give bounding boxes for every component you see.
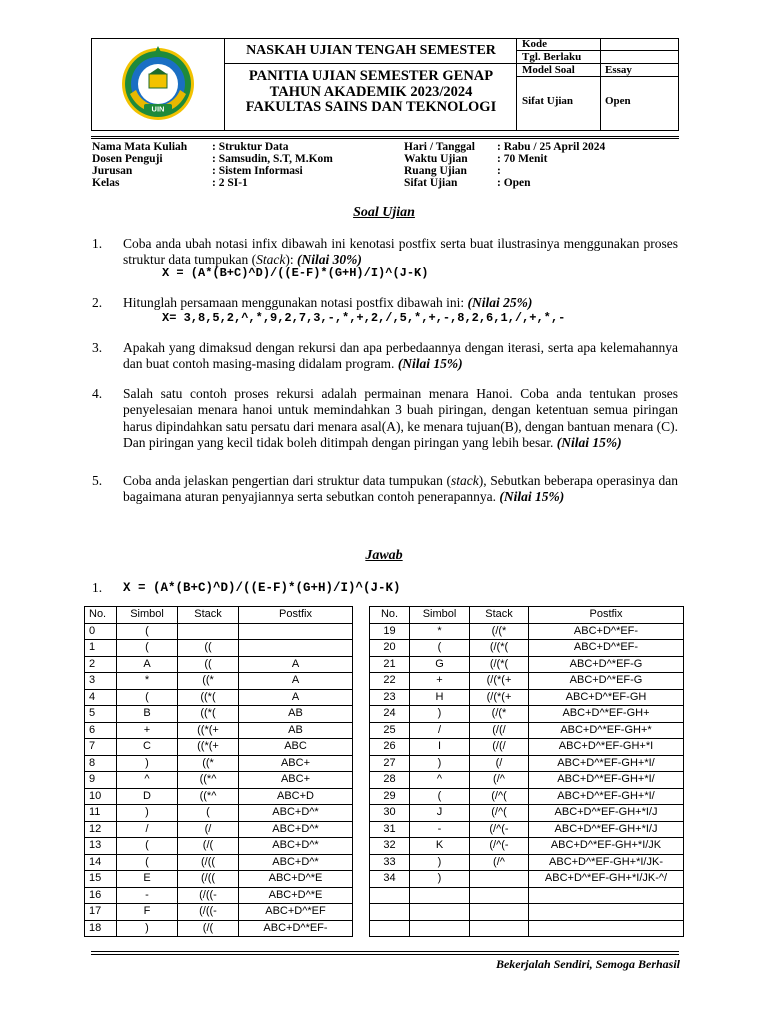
- postfix-cell: A: [239, 689, 353, 706]
- table-row: [370, 904, 684, 921]
- postfix-cell: ABC+D: [239, 788, 353, 805]
- step-number: 9: [85, 772, 117, 789]
- postfix-cell: ABC+D^*E: [239, 887, 353, 904]
- table-row: [370, 706, 684, 723]
- symbol-cell: A: [117, 656, 178, 673]
- postfix-cell: ABC+D^*EF-GH+*: [529, 722, 684, 739]
- step-number: 14: [85, 854, 117, 871]
- kv-label: Model Soal: [522, 64, 575, 76]
- symbol-cell: [410, 904, 470, 921]
- step-number: 27: [370, 755, 410, 772]
- postfix-cell: ABC+D^*EF-GH+*I/JK-^/: [529, 871, 684, 888]
- symbol-cell: /: [117, 821, 178, 838]
- symbol-cell: ): [117, 755, 178, 772]
- lecturer-name: : Samsudin, S.T, M.Kom: [212, 153, 333, 165]
- symbol-cell: ^: [117, 772, 178, 789]
- postfix-cell: ABC+D^*EF-GH+*I/: [529, 755, 684, 772]
- question-text: Apakah yang dimaksud dengan rekursi dan apa perbedaannya dengan iterasi, serta apa kelemahannya dan buat contoh masing-masing didalam program.: [123, 340, 678, 372]
- step-number: 6: [85, 722, 117, 739]
- postfix-cell: [239, 640, 353, 657]
- postfix-cell: ABC+D^*EF-GH+*I/J: [529, 805, 684, 822]
- table-row: [85, 722, 353, 739]
- postfix-cell: ABC+D^*EF-GH: [529, 689, 684, 706]
- step-number: 15: [85, 871, 117, 888]
- postfix-cell: ABC+: [239, 755, 353, 772]
- postfix-cell: ABC+: [239, 772, 353, 789]
- stack-cell: (/((: [178, 854, 239, 871]
- university-logo: [91, 38, 225, 131]
- table-row: [85, 788, 353, 805]
- postfix-cell: ABC: [239, 739, 353, 756]
- question-text: Hitunglah persamaan menggunakan notasi postfix dibawah ini:: [123, 295, 468, 310]
- postfix-cell: ABC+D^*EF-G: [529, 656, 684, 673]
- symbol-cell: ^: [410, 772, 470, 789]
- symbol-cell: B: [117, 706, 178, 723]
- question-score: (Nilai 30%): [296, 252, 362, 268]
- stack-cell: (/(*(+: [470, 689, 529, 706]
- table-header-row: [370, 607, 684, 624]
- table-row: [370, 871, 684, 888]
- table-row: [85, 739, 353, 756]
- symbol-cell: ): [410, 706, 470, 723]
- info-left-values: [212, 141, 333, 189]
- table-row: [85, 673, 353, 690]
- question-emphasis: Stack: [256, 252, 286, 268]
- table-row: [85, 871, 353, 888]
- exam-room: :: [497, 165, 501, 177]
- step-number: 20: [370, 640, 410, 657]
- step-number: 32: [370, 838, 410, 855]
- stack-cell: [470, 887, 529, 904]
- table-row: [85, 821, 353, 838]
- postfix-cell: ABC+D^*EF-GH+*I/JK: [529, 838, 684, 855]
- step-number: 33: [370, 854, 410, 871]
- conversion-table-right: [369, 606, 684, 937]
- stack-cell: (/: [178, 821, 239, 838]
- class: : 2 SI-1: [212, 177, 248, 189]
- table-row: [85, 772, 353, 789]
- step-number: 25: [370, 722, 410, 739]
- step-number: 16: [85, 887, 117, 904]
- postfix-cell: ABC+D^*EF: [239, 904, 353, 921]
- postfix-cell: ABC+D^*EF-: [529, 623, 684, 640]
- kv-value: Essay: [605, 64, 632, 76]
- table-row: [370, 673, 684, 690]
- stack-cell: ((*(: [178, 689, 239, 706]
- info-label: Ruang Ujian: [404, 165, 467, 177]
- stack-cell: (/^(: [470, 788, 529, 805]
- table-row: [370, 656, 684, 673]
- stack-cell: ((*: [178, 673, 239, 690]
- question-1-formula: X = (A*(B+C)^D)/((E-F)*(G+H)/I)^(J-K): [162, 266, 429, 280]
- stack-cell: (/(: [178, 838, 239, 855]
- question-text: ):: [285, 252, 297, 268]
- postfix-cell: [239, 623, 353, 640]
- divider-line: [91, 136, 679, 137]
- question-2-formula: X= 3,8,5,2,^,*,9,2,7,3,-,*,+,2,/,5,*,+,-,8,2,6,1,/,+,*,-: [162, 311, 566, 325]
- footer-line: [91, 951, 679, 952]
- step-number: 31: [370, 821, 410, 838]
- committee-line-1: PANITIA UJIAN SEMESTER GENAP: [248, 68, 494, 84]
- stack-cell: (/((: [178, 871, 239, 888]
- postfix-cell: AB: [239, 706, 353, 723]
- question-text: Coba anda jelaskan pengertian dari struktur data tumpukan (: [123, 473, 452, 488]
- symbol-cell: [410, 887, 470, 904]
- info-label: Hari / Tanggal: [404, 141, 475, 153]
- exam-date: : Rabu / 25 April 2024: [497, 141, 606, 153]
- question-emphasis: stack: [451, 473, 479, 488]
- stack-cell: (/^(-: [470, 821, 529, 838]
- postfix-cell: ABC+D^*EF-: [529, 640, 684, 657]
- step-number: 4: [85, 689, 117, 706]
- postfix-cell: [529, 904, 684, 921]
- column-header: No.: [370, 607, 410, 624]
- logo-cell: [91, 38, 225, 131]
- step-number: 11: [85, 805, 117, 822]
- symbol-cell: ): [117, 920, 178, 937]
- exam-title: NASKAH UJIAN TENGAH SEMESTER: [225, 38, 517, 64]
- info-right-labels: [404, 141, 475, 189]
- postfix-cell: A: [239, 673, 353, 690]
- committee-title: [225, 69, 517, 116]
- step-number: 23: [370, 689, 410, 706]
- stack-cell: ((*^: [178, 788, 239, 805]
- symbol-cell: D: [117, 788, 178, 805]
- postfix-cell: ABC+D^*E: [239, 871, 353, 888]
- stack-cell: (/(/: [470, 722, 529, 739]
- question-score: (Nilai 15%): [556, 434, 622, 450]
- table-row: [85, 805, 353, 822]
- kv-row-model-soal: [517, 64, 679, 77]
- question-text: Coba anda ubah notasi infix dibawah ini kenotasi postfix serta buat ilustrasinya menggunakan proses struktur data tumpukan (: [123, 236, 678, 268]
- step-number: 34: [370, 871, 410, 888]
- committee-line-3: FAKULTAS SAINS DAN TEKNOLOGI: [245, 99, 497, 115]
- postfix-cell: ABC+D^*EF-: [239, 920, 353, 937]
- step-number: 18: [85, 920, 117, 937]
- table-row: [85, 689, 353, 706]
- question-number: 2.: [92, 295, 103, 310]
- stack-cell: (/(: [178, 920, 239, 937]
- stack-cell: (: [178, 805, 239, 822]
- department: : Sistem Informasi: [212, 165, 303, 177]
- table-row: [370, 755, 684, 772]
- postfix-cell: ABC+D^*: [239, 821, 353, 838]
- column-header: Stack: [178, 607, 239, 624]
- question-1: [123, 236, 678, 269]
- postfix-cell: ABC+D^*EF-GH+*I: [529, 739, 684, 756]
- symbol-cell: (: [410, 788, 470, 805]
- table-row: [85, 656, 353, 673]
- stack-cell: ((*(: [178, 706, 239, 723]
- symbol-cell: C: [117, 739, 178, 756]
- table-row: [85, 706, 353, 723]
- stack-cell: (/^(: [470, 805, 529, 822]
- stack-cell: (/((-: [178, 904, 239, 921]
- column-header: Postfix: [239, 607, 353, 624]
- course-name: : Struktur Data: [212, 141, 289, 153]
- postfix-cell: [529, 920, 684, 937]
- table-row: [370, 854, 684, 871]
- stack-cell: ((*: [178, 755, 239, 772]
- postfix-cell: ABC+D^*: [239, 805, 353, 822]
- step-number: 21: [370, 656, 410, 673]
- column-header: Simbol: [117, 607, 178, 624]
- step-number: 22: [370, 673, 410, 690]
- question-text: Salah satu contoh proses rekursi adalah permainan menara Hanoi. Coba anda tentukan proses penyelesaian menara hanoi untuk memindahkan 3 buah piringan, dengan ketentuan semua piringan harus dipindahkan satu persatu dari menara asal(A), ke menara tujuan(B), dengan bantuan menara (C). Dan piringan yang kecil tidak boleh ditimpah dengan piringan yang lebih besar.: [123, 386, 678, 450]
- step-number: 0: [85, 623, 117, 640]
- stack-cell: (/(*: [470, 623, 529, 640]
- step-number: [370, 904, 410, 921]
- postfix-cell: ABC+D^*: [239, 838, 353, 855]
- question-4: [123, 386, 678, 451]
- stack-cell: ((*^: [178, 772, 239, 789]
- column-header: Stack: [470, 607, 529, 624]
- stack-cell: ((*(+: [178, 739, 239, 756]
- symbol-cell: G: [410, 656, 470, 673]
- table-row: [370, 739, 684, 756]
- divider-line: [91, 138, 679, 139]
- table-row: [85, 854, 353, 871]
- step-number: 24: [370, 706, 410, 723]
- info-label: Kelas: [92, 177, 120, 189]
- symbol-cell: (: [117, 854, 178, 871]
- table-row: [370, 640, 684, 657]
- info-label: Sifat Ujian: [404, 177, 458, 189]
- kv-row-kode: [517, 38, 679, 51]
- answer-1-formula: X = (A*(B+C)^D)/((E-F)*(G+H)/I)^(J-K): [123, 581, 401, 595]
- table-row: [370, 887, 684, 904]
- stack-cell: ((: [178, 656, 239, 673]
- step-number: 10: [85, 788, 117, 805]
- step-number: 8: [85, 755, 117, 772]
- symbol-cell: F: [117, 904, 178, 921]
- step-number: 17: [85, 904, 117, 921]
- step-number: 26: [370, 739, 410, 756]
- stack-cell: (/((-: [178, 887, 239, 904]
- symbol-cell: ): [117, 805, 178, 822]
- step-number: 7: [85, 739, 117, 756]
- stack-cell: (/(*(: [470, 656, 529, 673]
- stack-cell: (/(/: [470, 739, 529, 756]
- symbol-cell: (: [117, 838, 178, 855]
- symbol-cell: ): [410, 871, 470, 888]
- symbol-cell: +: [410, 673, 470, 690]
- symbol-cell: -: [410, 821, 470, 838]
- step-number: 2: [85, 656, 117, 673]
- symbol-cell: +: [117, 722, 178, 739]
- table-row: [370, 623, 684, 640]
- symbol-cell: (: [117, 640, 178, 657]
- symbol-cell: ): [410, 755, 470, 772]
- table-row: [85, 887, 353, 904]
- postfix-cell: ABC+D^*EF-GH+*I/: [529, 788, 684, 805]
- stack-cell: [470, 871, 529, 888]
- step-number: 19: [370, 623, 410, 640]
- kv-label: Tgl. Berlaku: [522, 51, 582, 63]
- stack-cell: (/(*(: [470, 640, 529, 657]
- step-number: 5: [85, 706, 117, 723]
- question-score: (Nilai 25%): [467, 295, 533, 310]
- table-row: [370, 821, 684, 838]
- symbol-cell: (: [117, 623, 178, 640]
- symbol-cell: -: [117, 887, 178, 904]
- table-header-row: [85, 607, 353, 624]
- question-number: 4.: [92, 386, 103, 401]
- table-row: [85, 623, 353, 640]
- column-header: Simbol: [410, 607, 470, 624]
- table-row: [370, 788, 684, 805]
- question-text: ), Sebutkan beberapa operasinya dan bagaimana aturan penyajiannya serta sebutkan contoh penerapannya.: [123, 473, 678, 505]
- info-label: Dosen Penguji: [92, 153, 163, 165]
- symbol-cell: *: [117, 673, 178, 690]
- table-row: [370, 838, 684, 855]
- question-3: [123, 340, 678, 373]
- question-5: [123, 473, 678, 506]
- stack-cell: ((*(+: [178, 722, 239, 739]
- symbol-cell: *: [410, 623, 470, 640]
- step-number: [370, 887, 410, 904]
- kv-value: Open: [605, 95, 631, 107]
- postfix-cell: ABC+D^*EF-GH+*I/: [529, 772, 684, 789]
- stack-cell: (/^: [470, 854, 529, 871]
- step-number: 12: [85, 821, 117, 838]
- info-label: Waktu Ujian: [404, 153, 468, 165]
- kv-label: Kode: [522, 38, 548, 50]
- step-number: 3: [85, 673, 117, 690]
- stack-cell: (/(*: [470, 706, 529, 723]
- kv-row-tgl-berlaku: [517, 51, 679, 64]
- postfix-cell: [529, 887, 684, 904]
- exam-duration: : 70 Menit: [497, 153, 548, 165]
- section-title-jawab: Jawab: [365, 548, 403, 563]
- stack-cell: [178, 623, 239, 640]
- postfix-cell: A: [239, 656, 353, 673]
- postfix-cell: ABC+D^*EF-GH+*I/JK-: [529, 854, 684, 871]
- question-score: (Nilai 15%): [499, 489, 565, 505]
- symbol-cell: I: [410, 739, 470, 756]
- column-header: No.: [85, 607, 117, 624]
- postfix-cell: AB: [239, 722, 353, 739]
- stack-cell: ((: [178, 640, 239, 657]
- step-number: [370, 920, 410, 937]
- step-number: 30: [370, 805, 410, 822]
- table-row: [370, 920, 684, 937]
- step-number: 13: [85, 838, 117, 855]
- table-row: [370, 772, 684, 789]
- symbol-cell: K: [410, 838, 470, 855]
- conversion-table-left: [84, 606, 353, 937]
- info-label: Jurusan: [92, 165, 133, 177]
- symbol-cell: E: [117, 871, 178, 888]
- step-number: 29: [370, 788, 410, 805]
- question-score: (Nilai 15%): [397, 356, 463, 372]
- symbol-cell: /: [410, 722, 470, 739]
- stack-cell: (/: [470, 755, 529, 772]
- symbol-cell: (: [117, 689, 178, 706]
- postfix-cell: ABC+D^*EF-GH+: [529, 706, 684, 723]
- answer-number: 1.: [92, 580, 103, 595]
- table-row: [85, 640, 353, 657]
- exam-mode: : Open: [497, 177, 531, 189]
- symbol-cell: ): [410, 854, 470, 871]
- question-number: 1.: [92, 236, 103, 251]
- postfix-cell: ABC+D^*EF-GH+*I/J: [529, 821, 684, 838]
- stack-cell: [470, 904, 529, 921]
- symbol-cell: (: [410, 640, 470, 657]
- footer-note: Bekerjalah Sendiri, Semoga Berhasil: [495, 957, 680, 971]
- kv-label: Sifat Ujian: [522, 95, 574, 107]
- info-label: Nama Mata Kuliah: [92, 141, 188, 153]
- table-row: [370, 689, 684, 706]
- info-left-labels: [92, 141, 187, 189]
- stack-cell: (/(*(+: [470, 673, 529, 690]
- table-row: [370, 722, 684, 739]
- step-number: 28: [370, 772, 410, 789]
- logo-text: UIN: [151, 104, 165, 114]
- step-number: 1: [85, 640, 117, 657]
- question-number: 3.: [92, 340, 103, 355]
- column-header: Postfix: [529, 607, 684, 624]
- footer-line: [91, 954, 679, 955]
- stack-cell: (/^(-: [470, 838, 529, 855]
- committee-line-2: TAHUN AKADEMIK 2023/2024: [269, 83, 473, 100]
- kv-row-sifat-ujian: [517, 77, 679, 131]
- postfix-cell: ABC+D^*: [239, 854, 353, 871]
- stack-cell: (/^: [470, 772, 529, 789]
- question-number: 5.: [92, 473, 103, 488]
- table-row: [85, 838, 353, 855]
- table-row: [85, 904, 353, 921]
- section-title-soal: Soal Ujian: [353, 205, 415, 220]
- table-row: [370, 805, 684, 822]
- table-row: [85, 920, 353, 937]
- table-row: [85, 755, 353, 772]
- info-right-values: [497, 141, 605, 189]
- symbol-cell: [410, 920, 470, 937]
- postfix-cell: ABC+D^*EF-G: [529, 673, 684, 690]
- symbol-cell: J: [410, 805, 470, 822]
- symbol-cell: H: [410, 689, 470, 706]
- stack-cell: [470, 920, 529, 937]
- question-2: [123, 295, 678, 311]
